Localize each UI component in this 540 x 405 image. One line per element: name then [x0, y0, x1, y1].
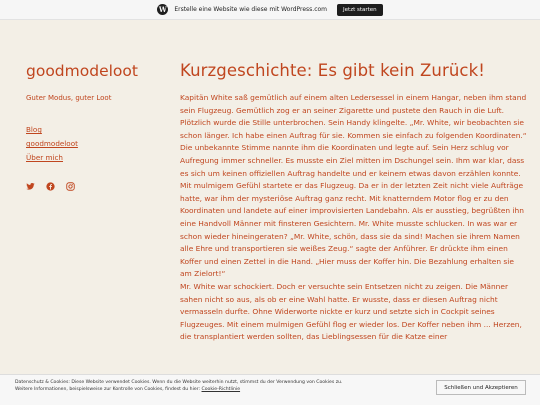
cookie-text-line1: Datenschutz & Cookies: Diese Website verwendet Cookies. Wenn du die Website weiterhin nutzt, stimmst du der Verwendung von Cookies zu.: [15, 380, 343, 385]
site-nav: [26, 125, 156, 162]
sidebar: [26, 62, 156, 191]
nav-link-goodmodeloot[interactable]: goodmodeloot: [26, 139, 78, 148]
cookie-text-line2: Weitere Informationen, beispielsweise zur Kontrolle von Cookies, findest du hier:: [15, 387, 201, 392]
post-paragraph: Mr. White war schockiert. Doch er versuchte sein Entsetzen nicht zu zeigen. Die Männer sahen nicht so aus, als ob er eine Wahl hatte. Er wusste, dass er diesen Auftrag nicht vermasseln durfte. Ohne Widerworte nickte er kurz und setzte sich in Cockpit seines Flugzeuges. Mit einem mulmigen Gefühl flog er wieder los. Der Koffer neben ihm ... Herzen, die transplantiert werden sollten, das Lieblingsessen für die Katze einer: [180, 281, 522, 342]
wp-promo-text: Erstelle eine Website wie diese mit WordPress.com: [174, 6, 328, 13]
facebook-icon[interactable]: [46, 182, 55, 191]
twitter-icon[interactable]: [26, 182, 35, 191]
nav-link-about[interactable]: Über mich: [26, 153, 63, 162]
post-paragraph: Kapitän White saß gemütlich auf einem alten Ledersessel in einem Hangar, neben ihm stand sein Flugzeug. Gemütlich zog er an seiner Zigarette und pustete den Rauch in die Luft. Plötzlich wurde die Stille unterbrochen. Sein Handy klingelte. „Mr. White, wir beobachten sie schon länger. Ich habe einen Auftrag für sie. Kommen sie einfach zu folgenden Koordinaten.“ Die unbekannte Stimme nannte ihm die Koordinaten und legte auf. Sein Herz schlug vor Aufregung immer schneller. Es musste ein Ziel mitten im Dschungel sein. Ihm war klar, dass es sich um keinen offiziellen Auftrag handelte und er keinem etwas davon erzählen konnte. Mit mulmigem Gefühl startete er das Flugzeug. Da er in der letzten Zeit nicht viele Aufträge hatte, war ihm der mysteriöse Auftrag ganz recht. Mit knatterndem Motor flog er zu den Koordinaten und landete auf einer improvisierten Landebahn. Als er ausstieg, begrüßten ihn eine Handvoll Männer mit finsteren Gesichtern. Mr. White musste schlucken. In was war er schon wieder hineingeraten? „Mr. White, schön, dass sie da sind! Machen sie ihrem Namen alle Ehre und transportieren sie weißes Zeug.“ sagte der Anführer. Er drückte ihm einen Koffer und einen Zettel in die Hand. „Hier muss der Koffer hin. Die Bezahlung erhalten sie am Zielort!“: [180, 93, 527, 279]
site-tagline: Guter Modus, guter Loot: [26, 94, 112, 102]
post-body: [180, 92, 528, 344]
nav-link-blog[interactable]: Blog: [26, 125, 42, 134]
instagram-icon[interactable]: [66, 182, 75, 191]
site-title[interactable]: goodmodeloot: [26, 62, 138, 80]
cookie-text: [15, 379, 395, 393]
start-now-button[interactable]: Jetzt starten: [337, 4, 383, 16]
cookie-policy-link[interactable]: Cookie-Richtlinie: [201, 387, 241, 392]
post-content: [180, 61, 528, 344]
wordpress-promo-bar: [0, 0, 540, 20]
post-title: Kurzgeschichte: Es gibt kein Zurück!: [180, 61, 485, 80]
accept-cookies-button[interactable]: Schließen und Akzeptieren: [436, 380, 526, 395]
cookie-banner: [0, 374, 540, 405]
wordpress-logo-icon[interactable]: W: [158, 5, 167, 14]
social-links: [26, 182, 156, 191]
